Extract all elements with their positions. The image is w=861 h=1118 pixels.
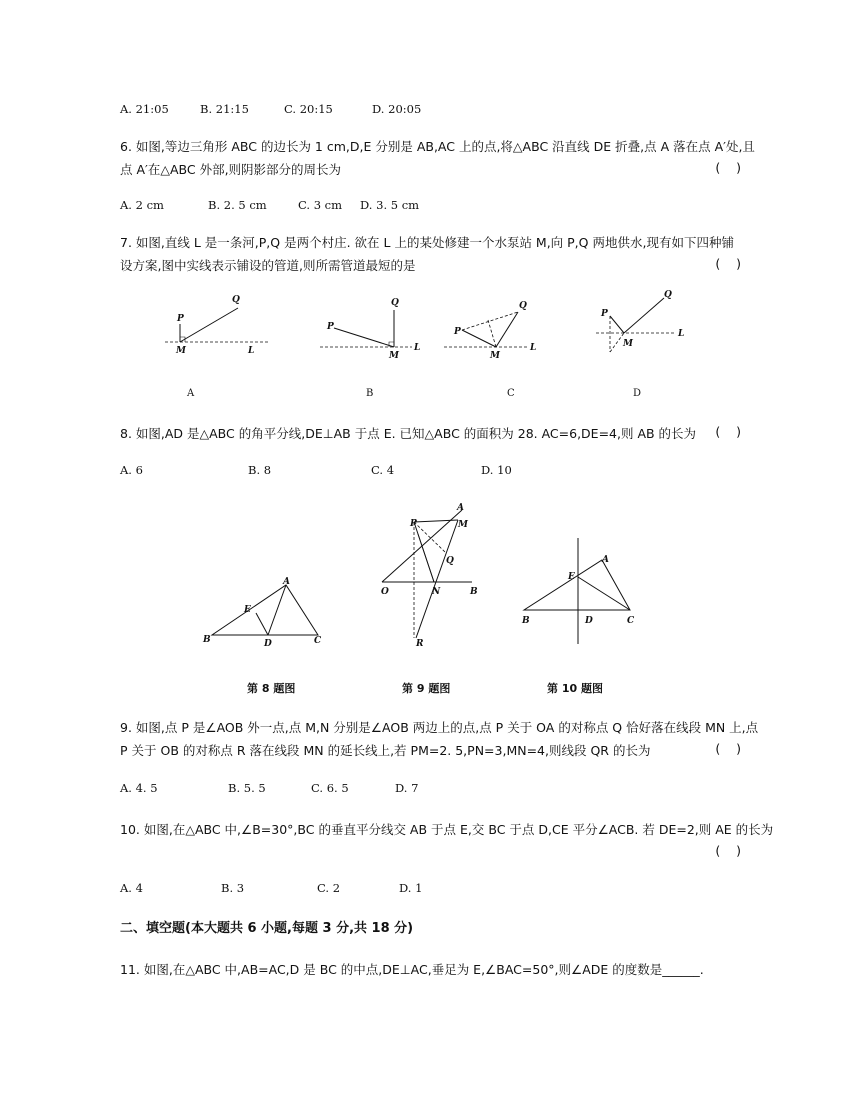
fig9-label-o: O — [381, 587, 389, 597]
q9-option-a: A. 4. 5 — [120, 781, 158, 795]
q7-text-line1: 7. 如图,直线 L 是一条河,P,Q 是两个村庄. 欲在 L 上的某处修建一个水泵站 M,向 P,Q 两地供水,现有如下四种铺 — [120, 235, 734, 250]
q6-option-c: C. 3 cm — [298, 198, 343, 212]
fig9-label-q: Q — [446, 556, 454, 566]
fig9-label-a: A — [457, 503, 464, 513]
q10-text-line1: 10. 如图,在△ABC 中,∠B=30°,BC 的垂直平分线交 AB 于点 E,交 BC 于点 D,CE 平分∠ACB. 若 DE=2,则 AE 的长为 — [120, 822, 774, 837]
q6-answer-bracket: ( ) — [715, 160, 741, 175]
q9-option-b: B. 5. 5 — [228, 781, 266, 795]
q8-text-line1: 8. 如图,AD 是△ABC 的角平分线,DE⊥AB 于点 E. 已知△ABC 的面积为 28. AC=6,DE=4,则 AB 的长为 — [120, 426, 697, 441]
q8-option-b: B. 8 — [248, 463, 272, 477]
q7-figure-d — [592, 286, 702, 356]
q10-answer-bracket: ( ) — [715, 843, 741, 858]
q7a-label-p: P — [177, 314, 184, 324]
fig8-label-e: E — [244, 605, 251, 615]
fig10-label-d: D — [585, 616, 593, 626]
section-2-title: 二、填空题(本大题共 6 小题,每题 3 分,共 18 分) — [120, 921, 414, 936]
q7c-label-l: L — [530, 343, 537, 353]
fig8-label-b: B — [203, 635, 211, 645]
q7-figure-b-label: B — [366, 388, 374, 399]
fig9-label-r: R — [416, 639, 424, 649]
q7d-label-l: L — [678, 329, 685, 339]
q9-answer-bracket: ( ) — [715, 741, 741, 756]
q11-text-line1: 11. 如图,在△ABC 中,AB=AC,D 是 BC 的中点,DE⊥AC,垂足为 E,∠BAC=50°,则∠ADE 的度数是______. — [120, 962, 704, 977]
q8-option-a: A. 6 — [120, 463, 143, 477]
q8-option-d: D. 10 — [481, 463, 512, 477]
q7b-label-m: M — [389, 351, 399, 361]
q7d-label-q: Q — [664, 290, 672, 300]
fig10-label-a: A — [602, 555, 609, 565]
q10-option-b: B. 3 — [221, 881, 245, 895]
fig8-label-d: D — [264, 639, 272, 649]
fig10-label-b: B — [522, 616, 530, 626]
q10-option-c: C. 2 — [317, 881, 341, 895]
q9-option-c: C. 6. 5 — [311, 781, 349, 795]
q7c-label-p: P — [454, 327, 461, 337]
fig8-label-a: A — [283, 577, 290, 587]
figure-10 — [516, 534, 636, 652]
q7-figure-d-label: D — [633, 388, 642, 399]
q7-figure-c-label: C — [507, 388, 515, 399]
q7c-label-m: M — [490, 351, 500, 361]
q9-option-d: D. 7 — [395, 781, 419, 795]
q6-text-line1: 6. 如图,等边三角形 ABC 的边长为 1 cm,D,E 分别是 AB,AC 上的点,将△ABC 沿直线 DE 折叠,点 A 落在点 A′处,且 — [120, 139, 755, 154]
q10-option-a: A. 4 — [120, 881, 143, 895]
q5-option-a: A. 21:05 — [120, 102, 169, 116]
q7-figure-b — [318, 292, 428, 362]
q6-text-line2: 点 A′在△ABC 外部,则阴影部分的周长为 — [120, 162, 342, 177]
q5-option-c: C. 20:15 — [284, 102, 333, 116]
q8-option-c: C. 4 — [371, 463, 395, 477]
fig8-label-c: C — [314, 636, 322, 646]
figure-9 — [376, 498, 496, 650]
fig9-label-p: P — [410, 519, 417, 529]
q5-option-b: B. 21:15 — [200, 102, 249, 116]
q7d-label-p: P — [601, 309, 608, 319]
q6-option-a: A. 2 cm — [120, 198, 164, 212]
fig9-label-n: N — [432, 587, 441, 597]
q7a-label-l: L — [248, 346, 255, 356]
q7d-label-m: M — [623, 339, 633, 349]
fig10-label-e: E — [568, 572, 575, 582]
q5-option-d: D. 20:05 — [372, 102, 422, 116]
fig9-label-b: B — [470, 587, 478, 597]
q6-option-b: B. 2. 5 cm — [208, 198, 267, 212]
figure-10-caption: 第 10 题图 — [547, 682, 603, 695]
q7b-label-q: Q — [391, 298, 399, 308]
q7b-label-p: P — [327, 322, 334, 332]
q10-option-d: D. 1 — [399, 881, 423, 895]
figure-8-caption: 第 8 题图 — [247, 682, 296, 695]
q8-answer-bracket: ( ) — [715, 424, 741, 439]
fig10-label-c: C — [627, 616, 635, 626]
q7c-label-q: Q — [519, 301, 527, 311]
figure-8 — [198, 575, 328, 650]
q7-figure-a — [160, 288, 270, 358]
q7b-label-l: L — [414, 343, 421, 353]
q7-figure-a-label: A — [187, 388, 195, 399]
q7-text-line2: 设方案,图中实线表示铺设的管道,则所需管道最短的是 — [120, 258, 416, 273]
figure-9-caption: 第 9 题图 — [402, 682, 451, 695]
q7-answer-bracket: ( ) — [715, 256, 741, 271]
q6-option-d: D. 3. 5 cm — [360, 198, 420, 212]
q9-text-line2: P 关于 OB 的对称点 R 落在线段 MN 的延长线上,若 PM=2. 5,PN=3,MN=4,则线段 QR 的长为 — [120, 743, 651, 758]
q7a-label-q: Q — [232, 295, 240, 305]
fig9-label-m: M — [458, 520, 468, 530]
q7-figure-c — [440, 294, 550, 364]
q7a-label-m: M — [176, 346, 186, 356]
q9-text-line1: 9. 如图,点 P 是∠AOB 外一点,点 M,N 分别是∠AOB 两边上的点,点 P 关于 OA 的对称点 Q 恰好落在线段 MN 上,点 — [120, 720, 759, 735]
